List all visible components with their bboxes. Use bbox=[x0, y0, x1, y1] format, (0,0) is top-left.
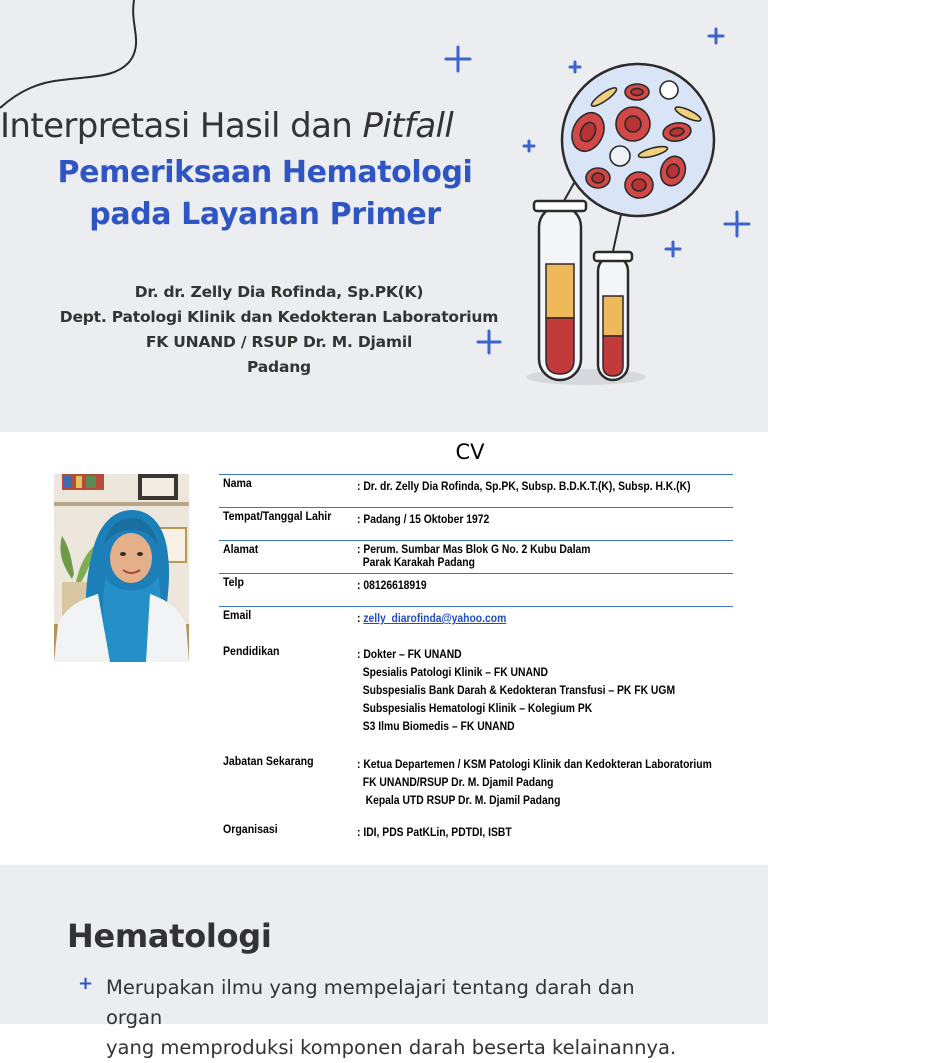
cv-value: : Padang / 15 Oktober 1972 bbox=[357, 514, 490, 526]
speaker-photo bbox=[54, 474, 189, 662]
cv-label: Nama bbox=[223, 478, 252, 490]
cv-label: Alamat bbox=[223, 544, 259, 556]
cv-label: Telp bbox=[223, 577, 244, 589]
cv-slide bbox=[0, 432, 768, 865]
cv-row-ttl bbox=[219, 507, 733, 540]
subtitle-line-1: Pemeriksaan Hematologi bbox=[57, 155, 473, 190]
hematologi-slide bbox=[0, 865, 768, 1059]
cv-row-email bbox=[219, 606, 733, 643]
author-name: Dr. dr. Zelly Dia Rofinda, Sp.PK(K) bbox=[134, 283, 424, 301]
cv-value: : IDI, PDS PatKLin, PDTDI, ISBT bbox=[357, 827, 512, 839]
cv-row-alamat bbox=[219, 540, 733, 573]
cv-value: : 08126618919 bbox=[357, 580, 427, 592]
cv-value: : zelly_diarofinda@yahoo.com bbox=[357, 613, 507, 625]
bullet-text-line-1: Merupakan ilmu yang mempelajari tentang darah dan organ bbox=[106, 976, 635, 1029]
author-department: Dept. Patologi Klinik dan Kedokteran Laboratorium bbox=[59, 308, 499, 326]
title-slide bbox=[0, 0, 768, 432]
hematologi-definition bbox=[106, 973, 696, 1063]
slide-title-italic: Pitfall bbox=[362, 106, 454, 146]
cv-value: : Perum. Sumbar Mas Blok G No. 2 Kubu Dalam Parak Karakah Padang bbox=[357, 544, 591, 569]
author-city: Padang bbox=[247, 358, 311, 376]
cv-value: : Dokter – FK UNAND Spesialis Patologi Klinik – FK UNAND Subspesialis Bank Darah & Kedokteran Transfusi – PK FK UGM Subspesialis Hematologi Klinik – Kolegium PK S3 Ilmu Biomedis – FK UNAND bbox=[357, 649, 676, 733]
cv-label: Organisasi bbox=[223, 824, 278, 836]
blood-test-illustration bbox=[0, 0, 768, 432]
cv-row-organisasi bbox=[219, 821, 733, 851]
plus-bullet-icon: + bbox=[78, 973, 94, 994]
bullet-text-line-2: yang memproduksi komponen darah beserta kelainannya. bbox=[106, 1036, 677, 1059]
cv-row-jabatan bbox=[219, 753, 733, 821]
cv-row-nama bbox=[219, 474, 733, 507]
subtitle-line-2: pada Layanan Primer bbox=[89, 197, 441, 232]
cv-row-pendidikan bbox=[219, 643, 733, 753]
author-institution: FK UNAND / RSUP Dr. M. Djamil bbox=[145, 333, 413, 351]
cv-label: Jabatan Sekarang bbox=[223, 756, 314, 768]
cv-value: : Dr. dr. Zelly Dia Rofinda, Sp.PK, Subsp. B.D.K.T.(K), Subsp. H.K.(K) bbox=[357, 481, 691, 493]
cv-value: : Ketua Departemen / KSM Patologi Klinik dan Kedokteran Laboratorium FK UNAND/RSUP Dr. M. Djamil Padang Kepala UTD RSUP Dr. M. Djamil Padang bbox=[357, 759, 712, 807]
slide-title: Interpretasi Hasil dan Pitfall bbox=[0, 106, 454, 146]
cv-row-telp bbox=[219, 573, 733, 606]
cv-label: Email bbox=[223, 610, 252, 622]
hematologi-heading: Hematologi bbox=[67, 917, 272, 955]
email-link[interactable]: zelly_diarofinda@yahoo.com bbox=[363, 613, 507, 625]
cv-label: Tempat/Tanggal Lahir bbox=[223, 511, 332, 523]
cv-label: Pendidikan bbox=[223, 646, 280, 658]
cv-heading: CV bbox=[455, 440, 485, 464]
cv-table bbox=[219, 474, 733, 851]
